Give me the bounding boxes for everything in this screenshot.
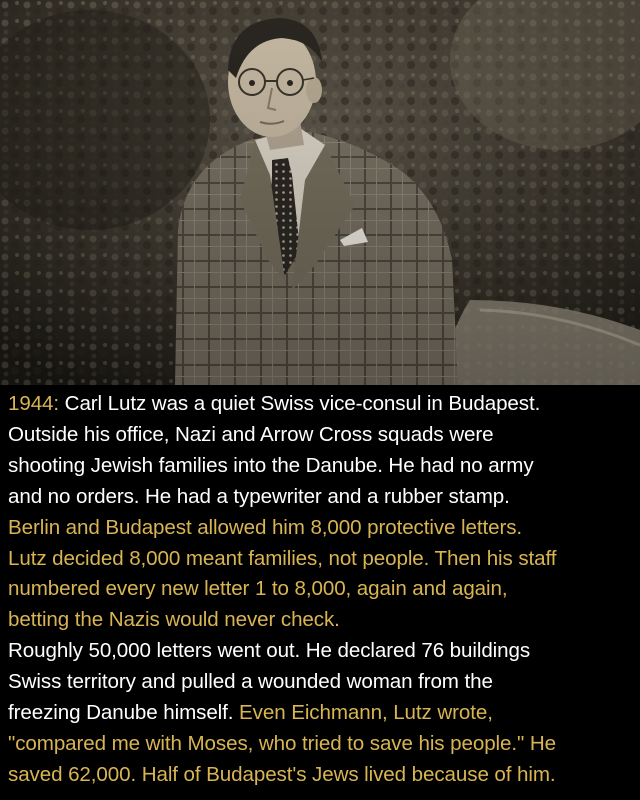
caption-line xyxy=(8,389,638,420)
caption-line xyxy=(8,482,638,513)
caption-text: Outside his office, Nazi and Arrow Cross squads were xyxy=(8,422,494,446)
caption-line xyxy=(8,420,638,451)
caption-line xyxy=(8,698,638,729)
caption-line xyxy=(8,636,638,667)
caption-text: freezing Danube himself. xyxy=(8,701,234,725)
caption-text: Swiss territory and pulled a wounded woman from the xyxy=(8,670,493,694)
caption-highlight: "compared me with Moses, who tried to save his people." He xyxy=(8,731,556,755)
caption-highlight: saved 62,000. Half of Budapest's Jews lived because of him. xyxy=(8,762,556,786)
caption-highlight: Even Eichmann, Lutz wrote, xyxy=(233,701,493,725)
caption-line xyxy=(8,451,638,482)
caption-highlight: Berlin and Budapest allowed him 8,000 protective letters. xyxy=(8,515,523,539)
caption-line xyxy=(8,513,638,544)
caption-text: shooting Jewish families into the Danube. He had no army xyxy=(8,453,534,477)
caption-text: and no orders. He had a typewriter and a rubber stamp. xyxy=(8,484,510,508)
caption-line xyxy=(8,574,638,605)
caption-highlight: 1944: xyxy=(8,392,60,415)
story-caption xyxy=(8,389,638,791)
caption-text: Roughly 50,000 letters went out. He declared 76 buildings xyxy=(8,639,531,663)
caption-line xyxy=(8,667,638,698)
caption-text: Carl Lutz was a quiet Swiss vice-consul in Budapest. xyxy=(59,392,541,415)
caption-highlight: Lutz decided 8,000 meant families, not people. Then his staff xyxy=(8,546,557,570)
caption-line xyxy=(8,544,638,575)
portrait-photo xyxy=(0,0,640,385)
caption-line xyxy=(8,729,638,760)
caption-highlight: betting the Nazis would never check. xyxy=(8,608,340,632)
caption-highlight: numbered every new letter 1 to 8,000, again and again, xyxy=(8,577,508,601)
caption-line xyxy=(8,605,638,636)
caption-line xyxy=(8,760,638,791)
